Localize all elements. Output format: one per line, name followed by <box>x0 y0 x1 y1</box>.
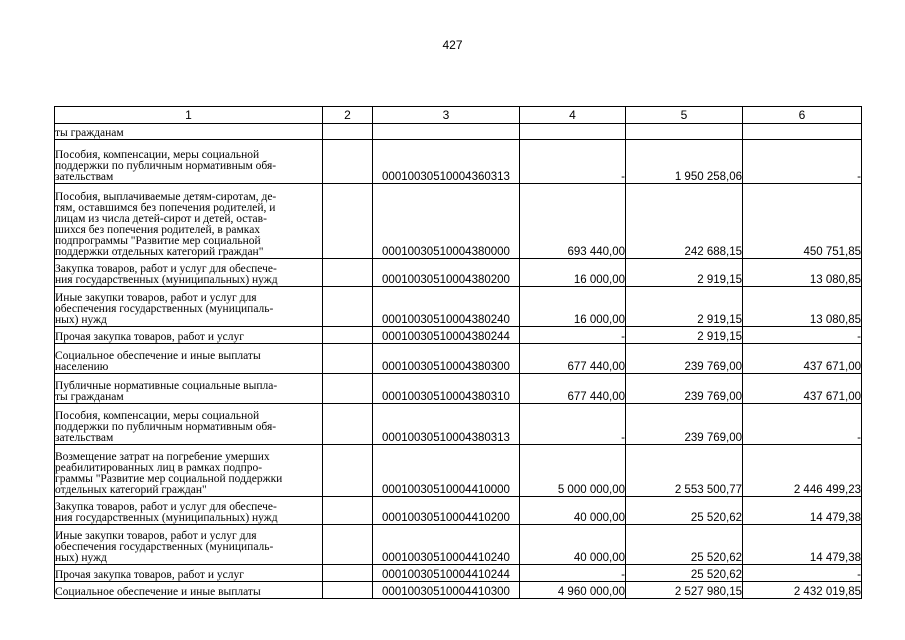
row-value-executed: 25 520,62 <box>626 565 743 582</box>
row-col2 <box>323 582 373 599</box>
row-value-unexecuted: - <box>743 565 862 582</box>
budget-execution-table <box>54 106 862 599</box>
column-header: 4 <box>520 107 626 124</box>
row-col2 <box>323 374 373 404</box>
row-value-unexecuted: 437 671,00 <box>743 374 862 404</box>
row-value-approved: 677 440,00 <box>520 344 626 374</box>
row-value-executed <box>626 124 743 140</box>
row-value-executed: 2 919,15 <box>626 327 743 344</box>
row-value-executed: 239 769,00 <box>626 374 743 404</box>
table-row <box>55 404 862 445</box>
row-description: Возмещение затрат на погребение умерших реабилитированных лиц в рамках подпро- граммы "Развитие мер социальной поддержки отдельных категорий граждан" <box>55 445 323 497</box>
row-col2 <box>323 327 373 344</box>
row-value-approved: 16 000,00 <box>520 287 626 327</box>
row-description: Иные закупки товаров, работ и услуг для обеспечения государственных (муниципаль- ных) нужд <box>55 287 323 327</box>
row-description: Закупка товаров, работ и услуг для обеспече- ния государственных (муниципальных) нужд <box>55 497 323 525</box>
row-col2 <box>323 140 373 184</box>
table-row <box>55 124 862 140</box>
table-header-row <box>55 107 862 124</box>
row-value-unexecuted: 14 479,38 <box>743 525 862 565</box>
row-code: 00010030510004380300 <box>373 344 520 374</box>
row-code: 00010030510004380310 <box>373 374 520 404</box>
row-description: Социальное обеспечение и иные выплаты населению <box>55 344 323 374</box>
row-value-executed: 2 919,15 <box>626 287 743 327</box>
row-code: 00010030510004410000 <box>373 445 520 497</box>
row-value-executed: 242 688,15 <box>626 184 743 259</box>
row-col2 <box>323 184 373 259</box>
row-col2 <box>323 404 373 445</box>
row-code: 00010030510004380240 <box>373 287 520 327</box>
row-col2 <box>323 565 373 582</box>
table-row <box>55 184 862 259</box>
row-value-approved: 693 440,00 <box>520 184 626 259</box>
row-value-executed: 2 553 500,77 <box>626 445 743 497</box>
row-value-executed: 2 527 980,15 <box>626 582 743 599</box>
row-code: 00010030510004410300 <box>373 582 520 599</box>
table-row <box>55 565 862 582</box>
row-col2 <box>323 445 373 497</box>
row-value-unexecuted: 14 479,38 <box>743 497 862 525</box>
table-row <box>55 582 862 599</box>
row-value-approved: - <box>520 327 626 344</box>
table-row <box>55 344 862 374</box>
row-description: Публичные нормативные социальные выпла- ты гражданам <box>55 374 323 404</box>
row-col2 <box>323 497 373 525</box>
row-value-executed: 239 769,00 <box>626 344 743 374</box>
row-code: 00010030510004380244 <box>373 327 520 344</box>
table-row <box>55 445 862 497</box>
row-description: Закупка товаров, работ и услуг для обеспече- ния государственных (муниципальных) нужд <box>55 259 323 287</box>
row-value-approved: 4 960 000,00 <box>520 582 626 599</box>
row-value-unexecuted: - <box>743 140 862 184</box>
row-col2 <box>323 124 373 140</box>
column-header: 6 <box>743 107 862 124</box>
row-value-executed: 1 950 258,06 <box>626 140 743 184</box>
table-row <box>55 287 862 327</box>
row-code <box>373 124 520 140</box>
row-description: Прочая закупка товаров, работ и услуг <box>55 565 323 582</box>
row-code: 00010030510004360313 <box>373 140 520 184</box>
page-number: 427 <box>442 38 463 52</box>
row-value-approved <box>520 124 626 140</box>
row-value-unexecuted: 437 671,00 <box>743 344 862 374</box>
column-header: 1 <box>55 107 323 124</box>
table-body <box>55 124 862 599</box>
row-col2 <box>323 259 373 287</box>
column-header: 3 <box>373 107 520 124</box>
row-code: 00010030510004410200 <box>373 497 520 525</box>
table-row <box>55 327 862 344</box>
row-value-approved: 5 000 000,00 <box>520 445 626 497</box>
row-value-approved: - <box>520 404 626 445</box>
row-description: Пособия, компенсации, меры социальной поддержки по публичным нормативным обя- зательствам <box>55 140 323 184</box>
row-code: 00010030510004410244 <box>373 565 520 582</box>
table-row <box>55 374 862 404</box>
row-value-executed: 2 919,15 <box>626 259 743 287</box>
row-value-approved: 40 000,00 <box>520 525 626 565</box>
row-value-approved: 677 440,00 <box>520 374 626 404</box>
row-description: Прочая закупка товаров, работ и услуг <box>55 327 323 344</box>
row-code: 00010030510004380313 <box>373 404 520 445</box>
row-code: 00010030510004380200 <box>373 259 520 287</box>
row-col2 <box>323 525 373 565</box>
row-value-unexecuted: 13 080,85 <box>743 287 862 327</box>
table-row <box>55 525 862 565</box>
column-header: 5 <box>626 107 743 124</box>
row-value-approved: - <box>520 140 626 184</box>
row-col2 <box>323 344 373 374</box>
row-value-unexecuted: - <box>743 327 862 344</box>
row-value-executed: 239 769,00 <box>626 404 743 445</box>
table-row <box>55 140 862 184</box>
row-value-unexecuted: - <box>743 404 862 445</box>
row-code: 00010030510004380000 <box>373 184 520 259</box>
row-value-unexecuted: 2 446 499,23 <box>743 445 862 497</box>
row-description: ты гражданам <box>55 124 323 140</box>
row-value-approved: 16 000,00 <box>520 259 626 287</box>
row-code: 00010030510004410240 <box>373 525 520 565</box>
row-value-unexecuted: 13 080,85 <box>743 259 862 287</box>
row-value-unexecuted <box>743 124 862 140</box>
table-row <box>55 259 862 287</box>
row-description: Пособия, выплачиваемые детям-сиротам, де- тям, оставшимся без попечения родителей, и лицам из числа детей-сирот и детей, остав- шихся без попечения родителей, в рамках подпрограммы "Развитие мер социальной поддержки отдельных категорий граждан" <box>55 184 323 259</box>
column-header: 2 <box>323 107 373 124</box>
row-col2 <box>323 287 373 327</box>
row-value-approved: - <box>520 565 626 582</box>
row-value-executed: 25 520,62 <box>626 525 743 565</box>
row-value-unexecuted: 450 751,85 <box>743 184 862 259</box>
row-value-unexecuted: 2 432 019,85 <box>743 582 862 599</box>
row-value-approved: 40 000,00 <box>520 497 626 525</box>
table-row <box>55 497 862 525</box>
row-description: Иные закупки товаров, работ и услуг для обеспечения государственных (муниципаль- ных) нужд <box>55 525 323 565</box>
row-value-executed: 25 520,62 <box>626 497 743 525</box>
row-description: Социальное обеспечение и иные выплаты <box>55 582 323 599</box>
row-description: Пособия, компенсации, меры социальной поддержки по публичным нормативным обя- зательствам <box>55 404 323 445</box>
